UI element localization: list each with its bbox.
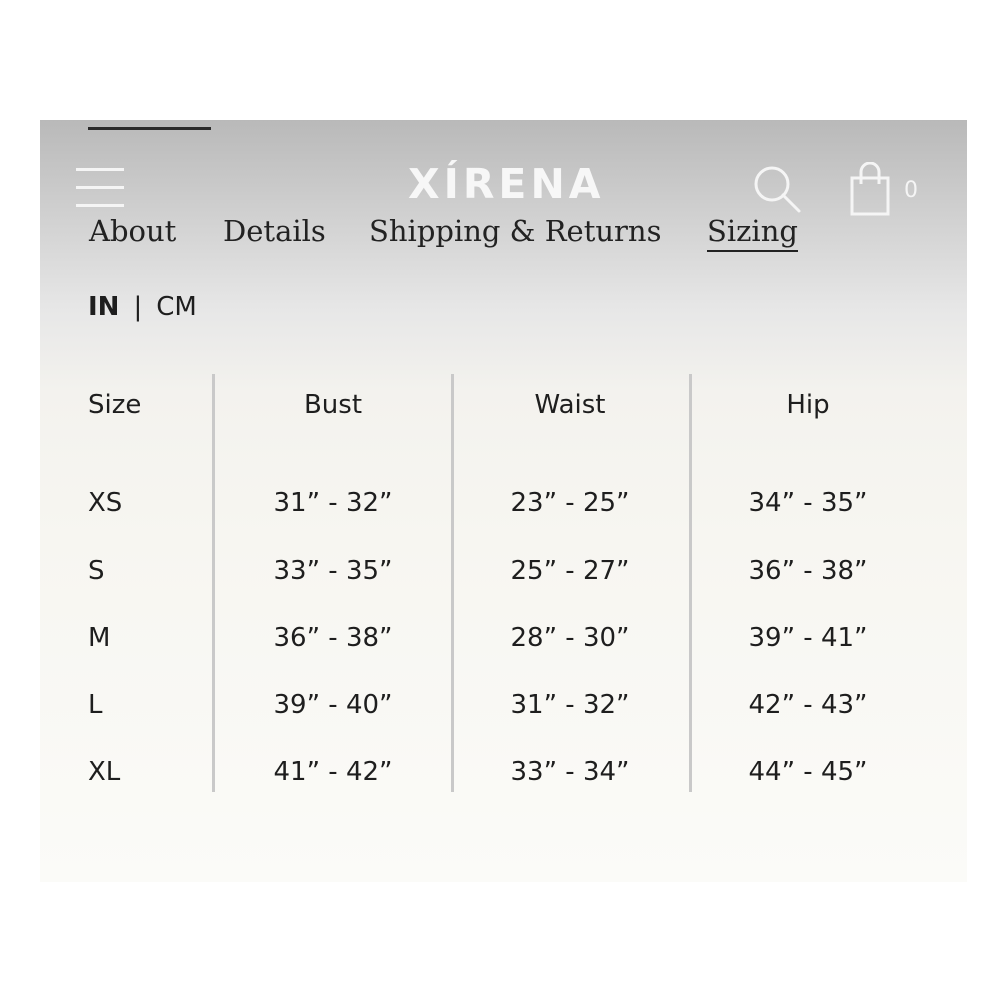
tab-about[interactable]: About: [89, 214, 177, 248]
waist-cell: 28” - 30”: [510, 623, 630, 653]
hip-cell: 42” - 43”: [748, 690, 868, 720]
size-cell: XS: [88, 488, 123, 518]
hip-cell: 44” - 45”: [748, 757, 868, 787]
waist-cell: 25” - 27”: [510, 556, 630, 586]
column-header-waist: Waist: [534, 390, 606, 420]
unit-separator: |: [133, 292, 143, 322]
bust-cell: 31” - 32”: [273, 488, 393, 518]
bust-cell: 33” - 35”: [273, 556, 393, 586]
size-cell: XL: [88, 757, 121, 787]
waist-cell: 33” - 34”: [510, 757, 630, 787]
column-header-hip: Hip: [786, 390, 830, 420]
search-icon[interactable]: [752, 164, 802, 214]
unit-toggle: [88, 292, 197, 322]
bust-cell: 36” - 38”: [273, 623, 393, 653]
hamburger-icon[interactable]: [76, 168, 124, 206]
unit-in-button[interactable]: IN: [88, 292, 120, 322]
column-divider: [689, 374, 692, 792]
column-header-size: Size: [88, 390, 142, 420]
bust-cell: 39” - 40”: [273, 690, 393, 720]
brand-logo[interactable]: XÍRENA: [408, 160, 605, 208]
shopping-bag-icon[interactable]: [850, 162, 890, 216]
column-header-bust: Bust: [303, 390, 363, 420]
cart-count[interactable]: 0: [904, 178, 918, 203]
size-cell: S: [88, 556, 105, 586]
tab-details[interactable]: Details: [223, 214, 326, 248]
top-divider: [88, 127, 211, 130]
unit-cm-button[interactable]: CM: [156, 292, 197, 322]
size-cell: L: [88, 690, 103, 720]
waist-cell: 23” - 25”: [510, 488, 630, 518]
size-guide-panel: [40, 120, 967, 882]
column-divider: [451, 374, 454, 792]
tab-sizing[interactable]: Sizing: [707, 214, 798, 252]
hip-cell: 36” - 38”: [748, 556, 868, 586]
bust-cell: 41” - 42”: [273, 757, 393, 787]
hip-cell: 39” - 41”: [748, 623, 868, 653]
hip-cell: 34” - 35”: [748, 488, 868, 518]
size-cell: M: [88, 623, 111, 653]
waist-cell: 31” - 32”: [510, 690, 630, 720]
tab-shipping-returns[interactable]: Shipping & Returns: [369, 214, 662, 248]
column-divider: [212, 374, 215, 792]
